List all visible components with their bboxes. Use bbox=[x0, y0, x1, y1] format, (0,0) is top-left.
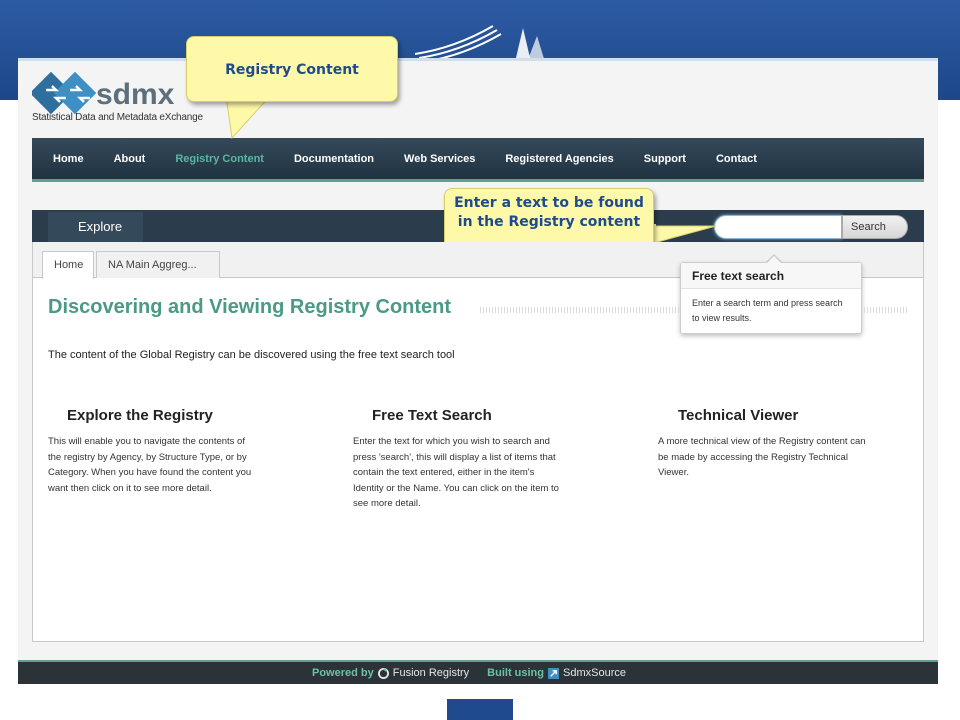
free-text-search-title: Free Text Search bbox=[372, 407, 492, 424]
explore-registry-title: Explore the Registry bbox=[67, 407, 213, 424]
technical-viewer-title: Technical Viewer bbox=[678, 407, 799, 424]
sdmxsource-icon bbox=[548, 668, 559, 679]
callout-registry-content: Registry Content bbox=[186, 36, 398, 102]
explore-registry-text: This will enable you to navigate the contents of the registry by Agency, by Structure Type, or by Category. When you have found the content you want then click on it to see more detail. bbox=[48, 436, 252, 494]
nav-documentation[interactable]: Documentation bbox=[293, 152, 375, 165]
eu-stripes-decoration bbox=[415, 22, 565, 62]
intro-text: The content of the Global Registry can be discovered using the free text search tool bbox=[48, 349, 455, 361]
bottom-brand-block bbox=[447, 699, 513, 720]
footer bbox=[18, 660, 938, 684]
callout-search: Enter a text to be found in the Registry content bbox=[444, 188, 654, 254]
heading-divider bbox=[480, 307, 680, 313]
nav-home[interactable]: Home bbox=[53, 152, 84, 165]
nav-support[interactable]: Support bbox=[643, 152, 686, 165]
page-title: Discovering and Viewing Registry Content bbox=[48, 296, 452, 318]
footer-powered-by: Powered by bbox=[312, 667, 374, 679]
footer-sdmxsource[interactable]: SdmxSource bbox=[563, 667, 626, 679]
nav-web-services[interactable]: Web Services bbox=[404, 152, 476, 165]
logo-wordmark: sdmx bbox=[96, 78, 175, 111]
main-navbar bbox=[32, 138, 924, 182]
nav-registered-agencies[interactable]: Registered Agencies bbox=[505, 152, 614, 165]
search-button[interactable]: Search bbox=[842, 215, 908, 239]
free-text-search-text: Enter the text for which you wish to search and press 'search', this will display a list of items that contain the text entered, either in the item's Identity or the Name. You can click on the item to see more detail. bbox=[353, 436, 559, 509]
heading-divider-right bbox=[864, 307, 909, 313]
explore-tab[interactable]: Explore bbox=[48, 212, 143, 242]
technical-viewer-text: A more technical view of the Registry content can be made by accessing the Registry Technical Viewer. bbox=[658, 436, 866, 478]
tab-home[interactable]: Home bbox=[42, 251, 94, 279]
footer-built-using: Built using bbox=[487, 667, 544, 679]
nav-about[interactable]: About bbox=[113, 152, 146, 165]
popover-title: Free text search bbox=[681, 263, 861, 289]
nav-contact[interactable]: Contact bbox=[715, 152, 757, 165]
popover-arrow-inner bbox=[767, 256, 781, 263]
free-text-search-popover bbox=[680, 262, 862, 334]
fusion-registry-icon bbox=[378, 668, 389, 679]
nav-registry-content[interactable]: Registry Content bbox=[175, 152, 264, 165]
search-input[interactable] bbox=[714, 215, 842, 239]
popover-body: Enter a search term and press search to view results. bbox=[692, 298, 843, 323]
logo-subtitle: Statistical Data and Metadata eXchange bbox=[32, 112, 203, 123]
tab-na-main-aggreg[interactable]: NA Main Aggreg... bbox=[96, 251, 220, 278]
footer-fusion-registry[interactable]: Fusion Registry bbox=[392, 667, 470, 679]
